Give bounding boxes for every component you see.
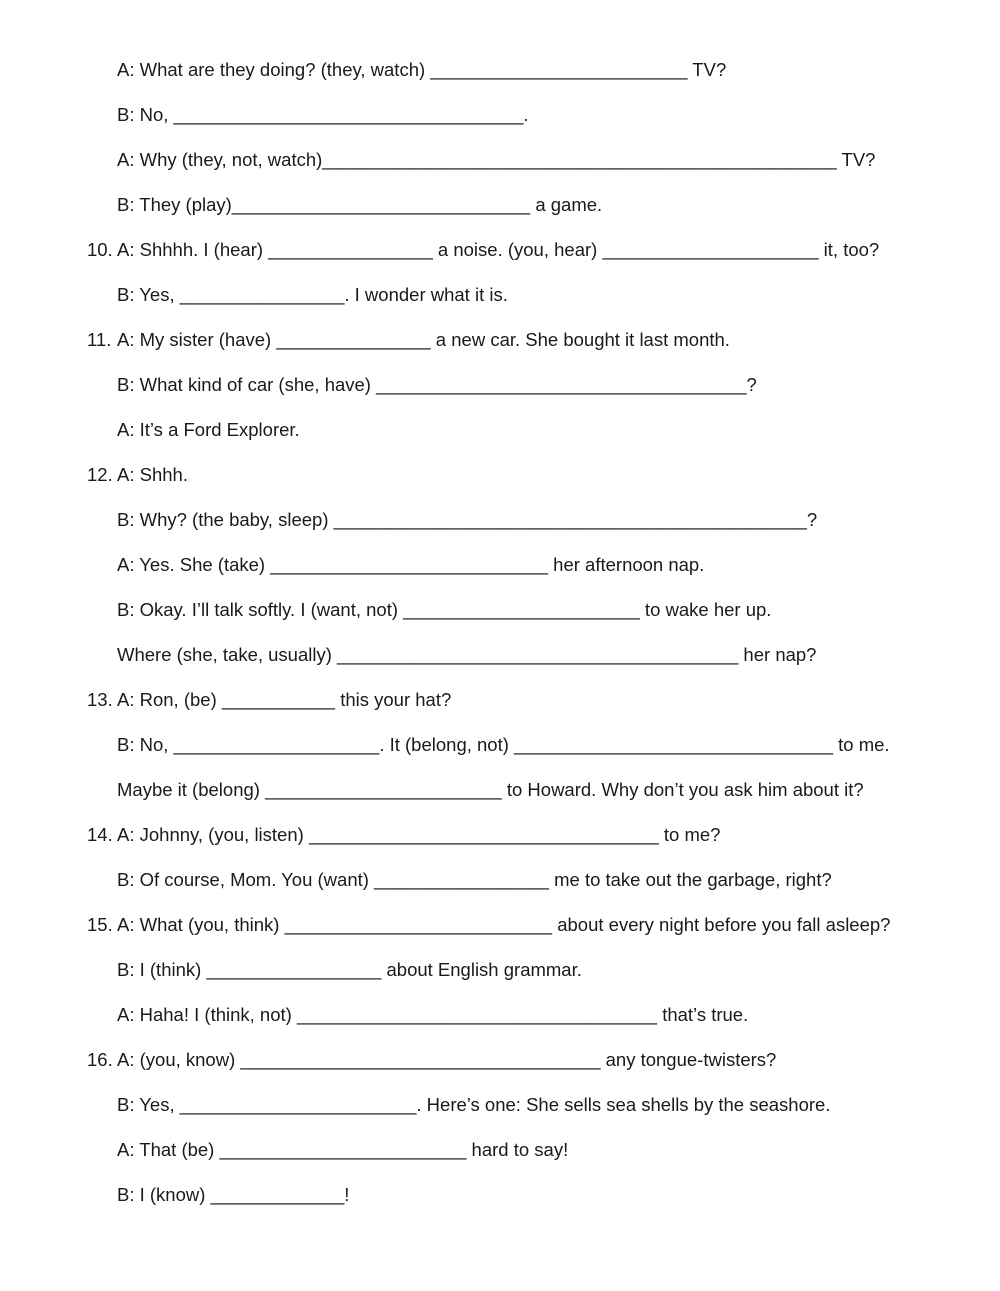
- dialogue-text: A: (you, know) ___________________________________ any tongue-twisters?: [117, 1049, 777, 1070]
- dialogue-text: B: Yes, _______________________. Here’s one: She sells sea shells by the seashore.: [117, 1094, 831, 1115]
- dialogue-text: A: Why (they, not, watch)__________________________________________________ TV?: [117, 149, 876, 170]
- dialogue-text: A: What (you, think) __________________________ about every night before you fall asleep?: [117, 914, 891, 935]
- dialogue-text: B: No, ____________________. It (belong, not) _______________________________ to me.: [117, 734, 890, 755]
- dialogue-text: Maybe it (belong) _______________________ to Howard. Why don’t you ask him about it?: [117, 779, 864, 800]
- exercise-number: 13.: [87, 689, 113, 710]
- dialogue-text: B: Yes, ________________. I wonder what it is.: [117, 284, 508, 305]
- dialogue-text: A: What are they doing? (they, watch) _________________________ TV?: [117, 59, 727, 80]
- dialogue-text: B: No, __________________________________.: [117, 104, 529, 125]
- exercise-number: 11.: [87, 329, 112, 350]
- dialogue-text: A: Haha! I (think, not) ___________________________________ that’s true.: [117, 1004, 749, 1025]
- dialogue-text: A: Shhh.: [117, 464, 188, 485]
- dialogue-text: A: That (be) ________________________ hard to say!: [117, 1139, 569, 1160]
- exercise-number: 15.: [87, 914, 113, 935]
- dialogue-text: B: Okay. I’ll talk softly. I (want, not) _______________________ to wake her up.: [117, 599, 772, 620]
- dialogue-text: A: Yes. She (take) ___________________________ her afternoon nap.: [117, 554, 705, 575]
- dialogue-text: B: Why? (the baby, sleep) ______________________________________________?: [117, 509, 818, 530]
- dialogue-text: B: I (think) _________________ about English grammar.: [117, 959, 582, 980]
- dialogue-text: A: Johnny, (you, listen) __________________________________ to me?: [117, 824, 721, 845]
- exercise-number: 14.: [87, 824, 113, 845]
- dialogue-text: B: What kind of car (she, have) ____________________________________?: [117, 374, 757, 395]
- dialogue-text: B: I (know) _____________!: [117, 1184, 350, 1205]
- dialogue-text: B: They (play)_____________________________ a game.: [117, 194, 603, 215]
- dialogue-text: B: Of course, Mom. You (want) _________________ me to take out the garbage, right?: [117, 869, 832, 890]
- exercise-number: 12.: [87, 464, 113, 485]
- dialogue-text: A: My sister (have) _______________ a new car. She bought it last month.: [117, 329, 730, 350]
- dialogue-text: A: Ron, (be) ___________ this your hat?: [117, 689, 452, 710]
- dialogue-text: A: Shhhh. I (hear) ________________ a noise. (you, hear) _____________________ it, too?: [117, 239, 880, 260]
- dialogue-text: Where (she, take, usually) _______________________________________ her nap?: [117, 644, 817, 665]
- dialogue-text: A: It’s a Ford Explorer.: [117, 419, 300, 440]
- exercise-number: 16.: [87, 1049, 113, 1070]
- exercise-number: 10.: [87, 239, 113, 260]
